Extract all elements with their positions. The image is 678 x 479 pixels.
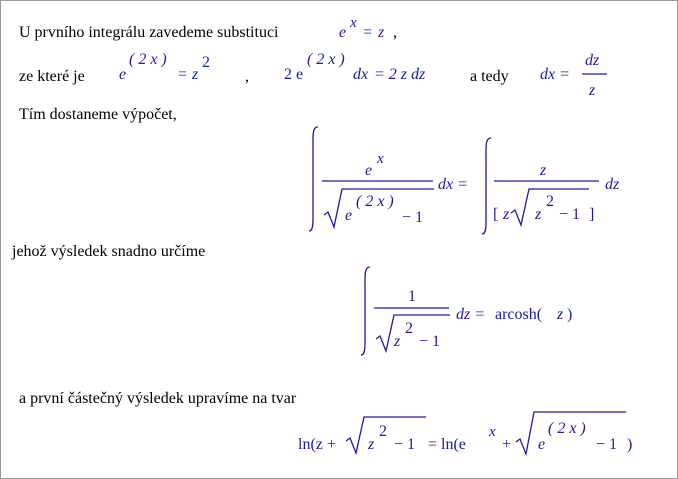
math-2e: 2 e [284,66,304,83]
math-e: e [339,24,347,41]
integral-sign [360,265,374,357]
math-exp-2x: ( 2 x ) [129,51,167,68]
math-frac-num-dz: dz [585,52,600,69]
math-minus-one: − 1 [596,436,618,453]
math-e: e [345,207,353,224]
math-exp-x: x [350,15,357,31]
fraction-bar [374,307,450,309]
math-minus-one: − 1 [559,206,581,223]
math-plus: + [502,436,512,453]
math-exp-2x: ( 2 x ) [307,51,345,68]
math-exp-2x: ( 2 x ) [356,193,394,210]
math-z: z [378,24,385,41]
math-dz-eq: dz = [456,306,486,323]
math-z: z [192,66,199,83]
math-eq-ln-e: = ln(e [428,436,466,453]
math-frac-num-z: z [540,162,547,179]
integral-sign [308,125,322,233]
math-minus-one: − 1 [402,209,424,226]
sqrt-sign [376,311,452,355]
text-line-2-prefix: ze které je [19,68,85,85]
math-dx-eq: dx = [438,176,468,193]
math-z: z [394,333,401,350]
math-exp-2: 2 [405,320,413,337]
math-arcosh: arcosh( [495,306,543,323]
math-minus-one: − 1 [394,436,416,453]
math-eq: = [363,24,373,41]
fraction-bar [322,180,434,182]
text-line-4: jehož výsledek snadno určíme [12,243,206,260]
math-close-paren: ) [627,436,633,453]
math-ln-z-plus: ln(z + [298,436,336,453]
text-line-2-then: a tedy [470,68,509,85]
math-eq: = [178,66,188,83]
math-exp-2: 2 [546,193,554,210]
text-line-2-comma: , [245,68,249,85]
text-line-1: U prvního integrálu zavedeme substituci [19,24,279,41]
text-line-5: a první částečný výsledek upravíme na tvar [19,390,297,407]
fraction-bar [494,180,600,182]
fraction-bar [582,73,608,75]
math-2zdz: = 2 z dz [374,66,426,83]
math-rparen: ) [567,306,573,323]
math-z: z [503,206,510,223]
math-exp-2: 2 [379,423,387,440]
math-e: e [538,436,546,453]
math-z: z [557,306,564,323]
math-e: e [365,162,373,179]
text-line-1-end: , [393,24,397,41]
math-exp-2: 2 [202,54,210,71]
math-minus-one: − 1 [419,333,441,350]
math-frac-den-z: z [589,82,596,99]
math-z: z [368,436,375,453]
math-exp-x: x [377,151,384,167]
math-exp-2x: ( 2 x ) [548,420,586,437]
math-frac-num-one: 1 [408,288,416,305]
text-line-3: Tím dostaneme výpočet, [19,106,177,123]
math-lbracket: [ [493,206,499,223]
math-dx: dx [353,66,369,83]
math-dz: dz [605,176,620,193]
math-dx-eq: dx = [540,66,570,83]
math-rbracket: ] [589,206,595,223]
math-z: z [535,206,542,223]
math-exp-x: x [489,424,496,440]
sqrt-sign [346,413,428,457]
math-e: e [119,66,127,83]
